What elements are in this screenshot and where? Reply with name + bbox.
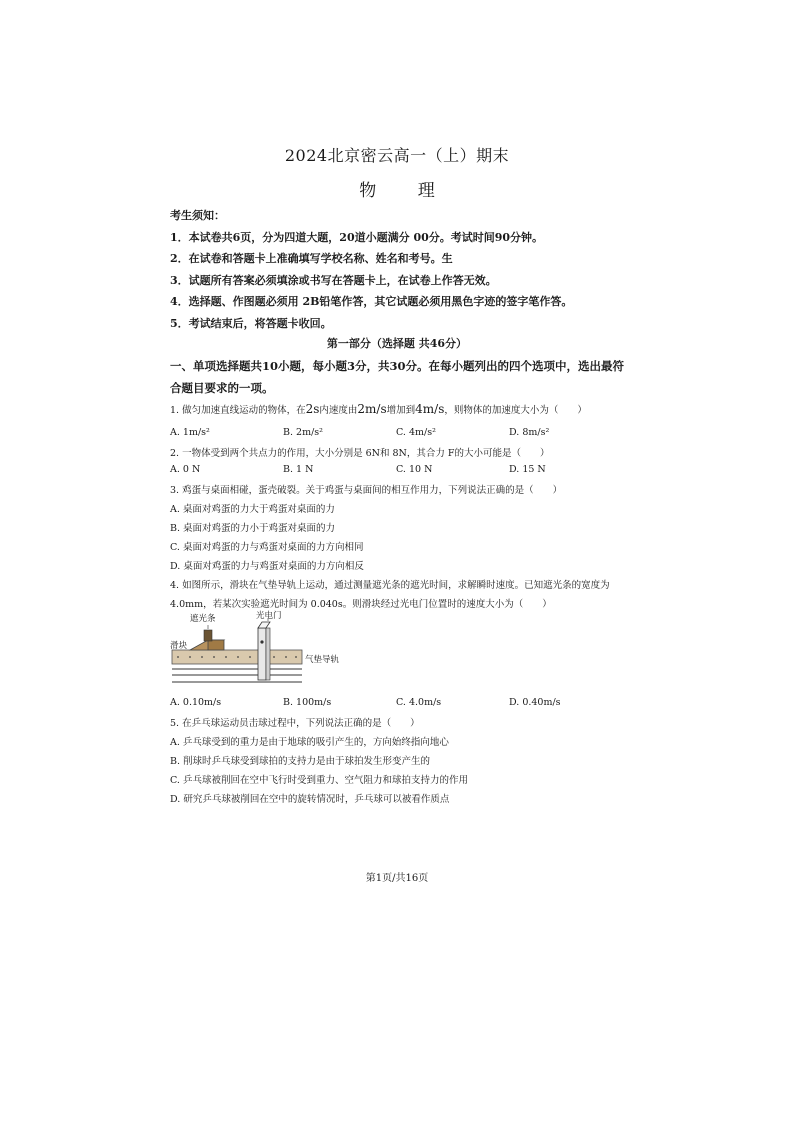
slider-block xyxy=(208,640,224,650)
notice-item-2: 2．在试卷和答题卡上准确填写学校名称、姓名和考号。生 xyxy=(170,252,453,265)
label-slider: 滑块 xyxy=(170,641,188,651)
q2-option-d: D. 15 N xyxy=(509,464,546,475)
air-track-diagram xyxy=(168,612,358,692)
photogate-side xyxy=(266,628,270,680)
q4-option-a: A. 0.10m/s xyxy=(170,697,222,708)
q1-option-a: A. 1m/s² xyxy=(170,427,210,438)
q5-option-a: A. 乒乓球受到的重力是由于地球的吸引产生的，方向始终指向地心 xyxy=(170,737,449,748)
q2-option-a: A. 0 N xyxy=(170,464,201,475)
q1-option-c: C. 4m/s² xyxy=(396,427,436,438)
exam-title: 2024北京密云高一（上）期末 xyxy=(284,146,510,165)
label-shading-strip: 遮光条 xyxy=(190,614,216,624)
label-photogate: 光电门 xyxy=(256,611,282,621)
q4-option-b: B. 100m/s xyxy=(283,697,332,708)
q5-option-c: C. 乒乓球被削回在空中飞行时受到重力、空气阻力和球拍支持力的作用 xyxy=(170,775,468,786)
q4-option-c: C. 4.0m/s xyxy=(396,697,442,708)
section-heading-line2: 合题目要求的一项。 xyxy=(170,381,274,395)
q3-option-b: B. 桌面对鸡蛋的力小于鸡蛋对桌面的力 xyxy=(170,523,336,534)
question-4-line1: 4. 如图所示，滑块在气垫导轨上运动，通过测量遮光条的遮光时间，求解瞬时速度。已知遮光条的宽度为 xyxy=(170,580,610,591)
q1-v1: 2m/s xyxy=(357,402,387,416)
question-5: 5. 在乒乓球运动员击球过程中，下列说法正确的是（ ） xyxy=(170,718,420,729)
notice-heading: 考生须知： xyxy=(170,209,225,222)
photogate-sensor xyxy=(260,640,263,643)
question-1 xyxy=(170,402,587,416)
q1-post: ，则物体的加速度大小为（ ） xyxy=(444,405,587,416)
notice-item-4: 4．选择题、作图题必须用 2B铅笔作答，其它试题必须用黑色字迹的签字笔作答。 xyxy=(170,295,573,308)
q4-option-d: D. 0.40m/s xyxy=(509,697,561,708)
photogate-top xyxy=(258,622,270,628)
q1-time: 2s xyxy=(305,402,320,416)
subject-char-1: 物 xyxy=(359,181,377,201)
notice-item-3: 3．试题所有答案必须填涂或书写在答题卡上，在试卷上作答无效。 xyxy=(170,274,497,287)
q5-option-d: D. 研究乒乓球被削回在空中的旋转情况时，乒乓球可以被看作质点 xyxy=(170,794,450,805)
q2-option-b: B. 1 N xyxy=(283,464,314,475)
q3-option-c: C. 桌面对鸡蛋的力与鸡蛋对桌面的力方向相同 xyxy=(170,542,364,553)
subject-heading xyxy=(0,176,794,201)
shading-strip xyxy=(204,630,212,641)
section-heading-line1: 一、单项选择题共10小题，每小题3分，共30分。在每小题列出的四个选项中，选出最符 xyxy=(170,359,625,373)
q3-option-a: A. 桌面对鸡蛋的力大于鸡蛋对桌面的力 xyxy=(170,504,335,515)
q1-mid2: 增加到 xyxy=(386,405,416,416)
air-track-figure xyxy=(168,612,358,692)
q1-mid1: 内速度由 xyxy=(319,405,358,416)
notice-item-5: 5．考试结束后，将答题卡收回。 xyxy=(170,317,332,330)
part-heading: 第一部分（选择题 共46分） xyxy=(326,337,468,350)
rail-body xyxy=(172,650,302,664)
q1-pre: 1. 做匀加速直线运动的物体，在 xyxy=(170,405,306,416)
photogate-post xyxy=(258,628,266,680)
question-2: 2. 一物体受到两个共点力的作用，大小分别是 6N和 8N，其合力 F的大小可能是（ ） xyxy=(170,448,550,459)
q1-v2: 4m/s xyxy=(415,402,445,416)
q1-option-d: D. 8m/s² xyxy=(509,427,550,438)
notice-item-1: 1．本试卷共6页，分为四道大题，20道小题满分 00分。考试时间90分钟。 xyxy=(170,231,544,244)
q1-option-b: B. 2m/s² xyxy=(283,427,323,438)
subject-char-2: 理 xyxy=(417,181,435,201)
question-3: 3. 鸡蛋与桌面相碰，蛋壳破裂。关于鸡蛋与桌面间的相互作用力，下列说法正确的是（ ） xyxy=(170,485,563,496)
question-4-line2: 4.0mm，若某次实验遮光时间为 0.040s。则滑块经过光电门位置时的速度大小为（ ） xyxy=(170,599,552,610)
q2-option-c: C. 10 N xyxy=(396,464,433,475)
q5-option-b: B. 削球时乒乓球受到球拍的支持力是由于球拍发生形变产生的 xyxy=(170,756,431,767)
label-air-track: 气垫导轨 xyxy=(305,655,340,665)
page-footer: 第1页/共16页 xyxy=(365,873,429,884)
q3-option-d: D. 桌面对鸡蛋的力与鸡蛋对桌面的力方向相反 xyxy=(170,561,364,572)
